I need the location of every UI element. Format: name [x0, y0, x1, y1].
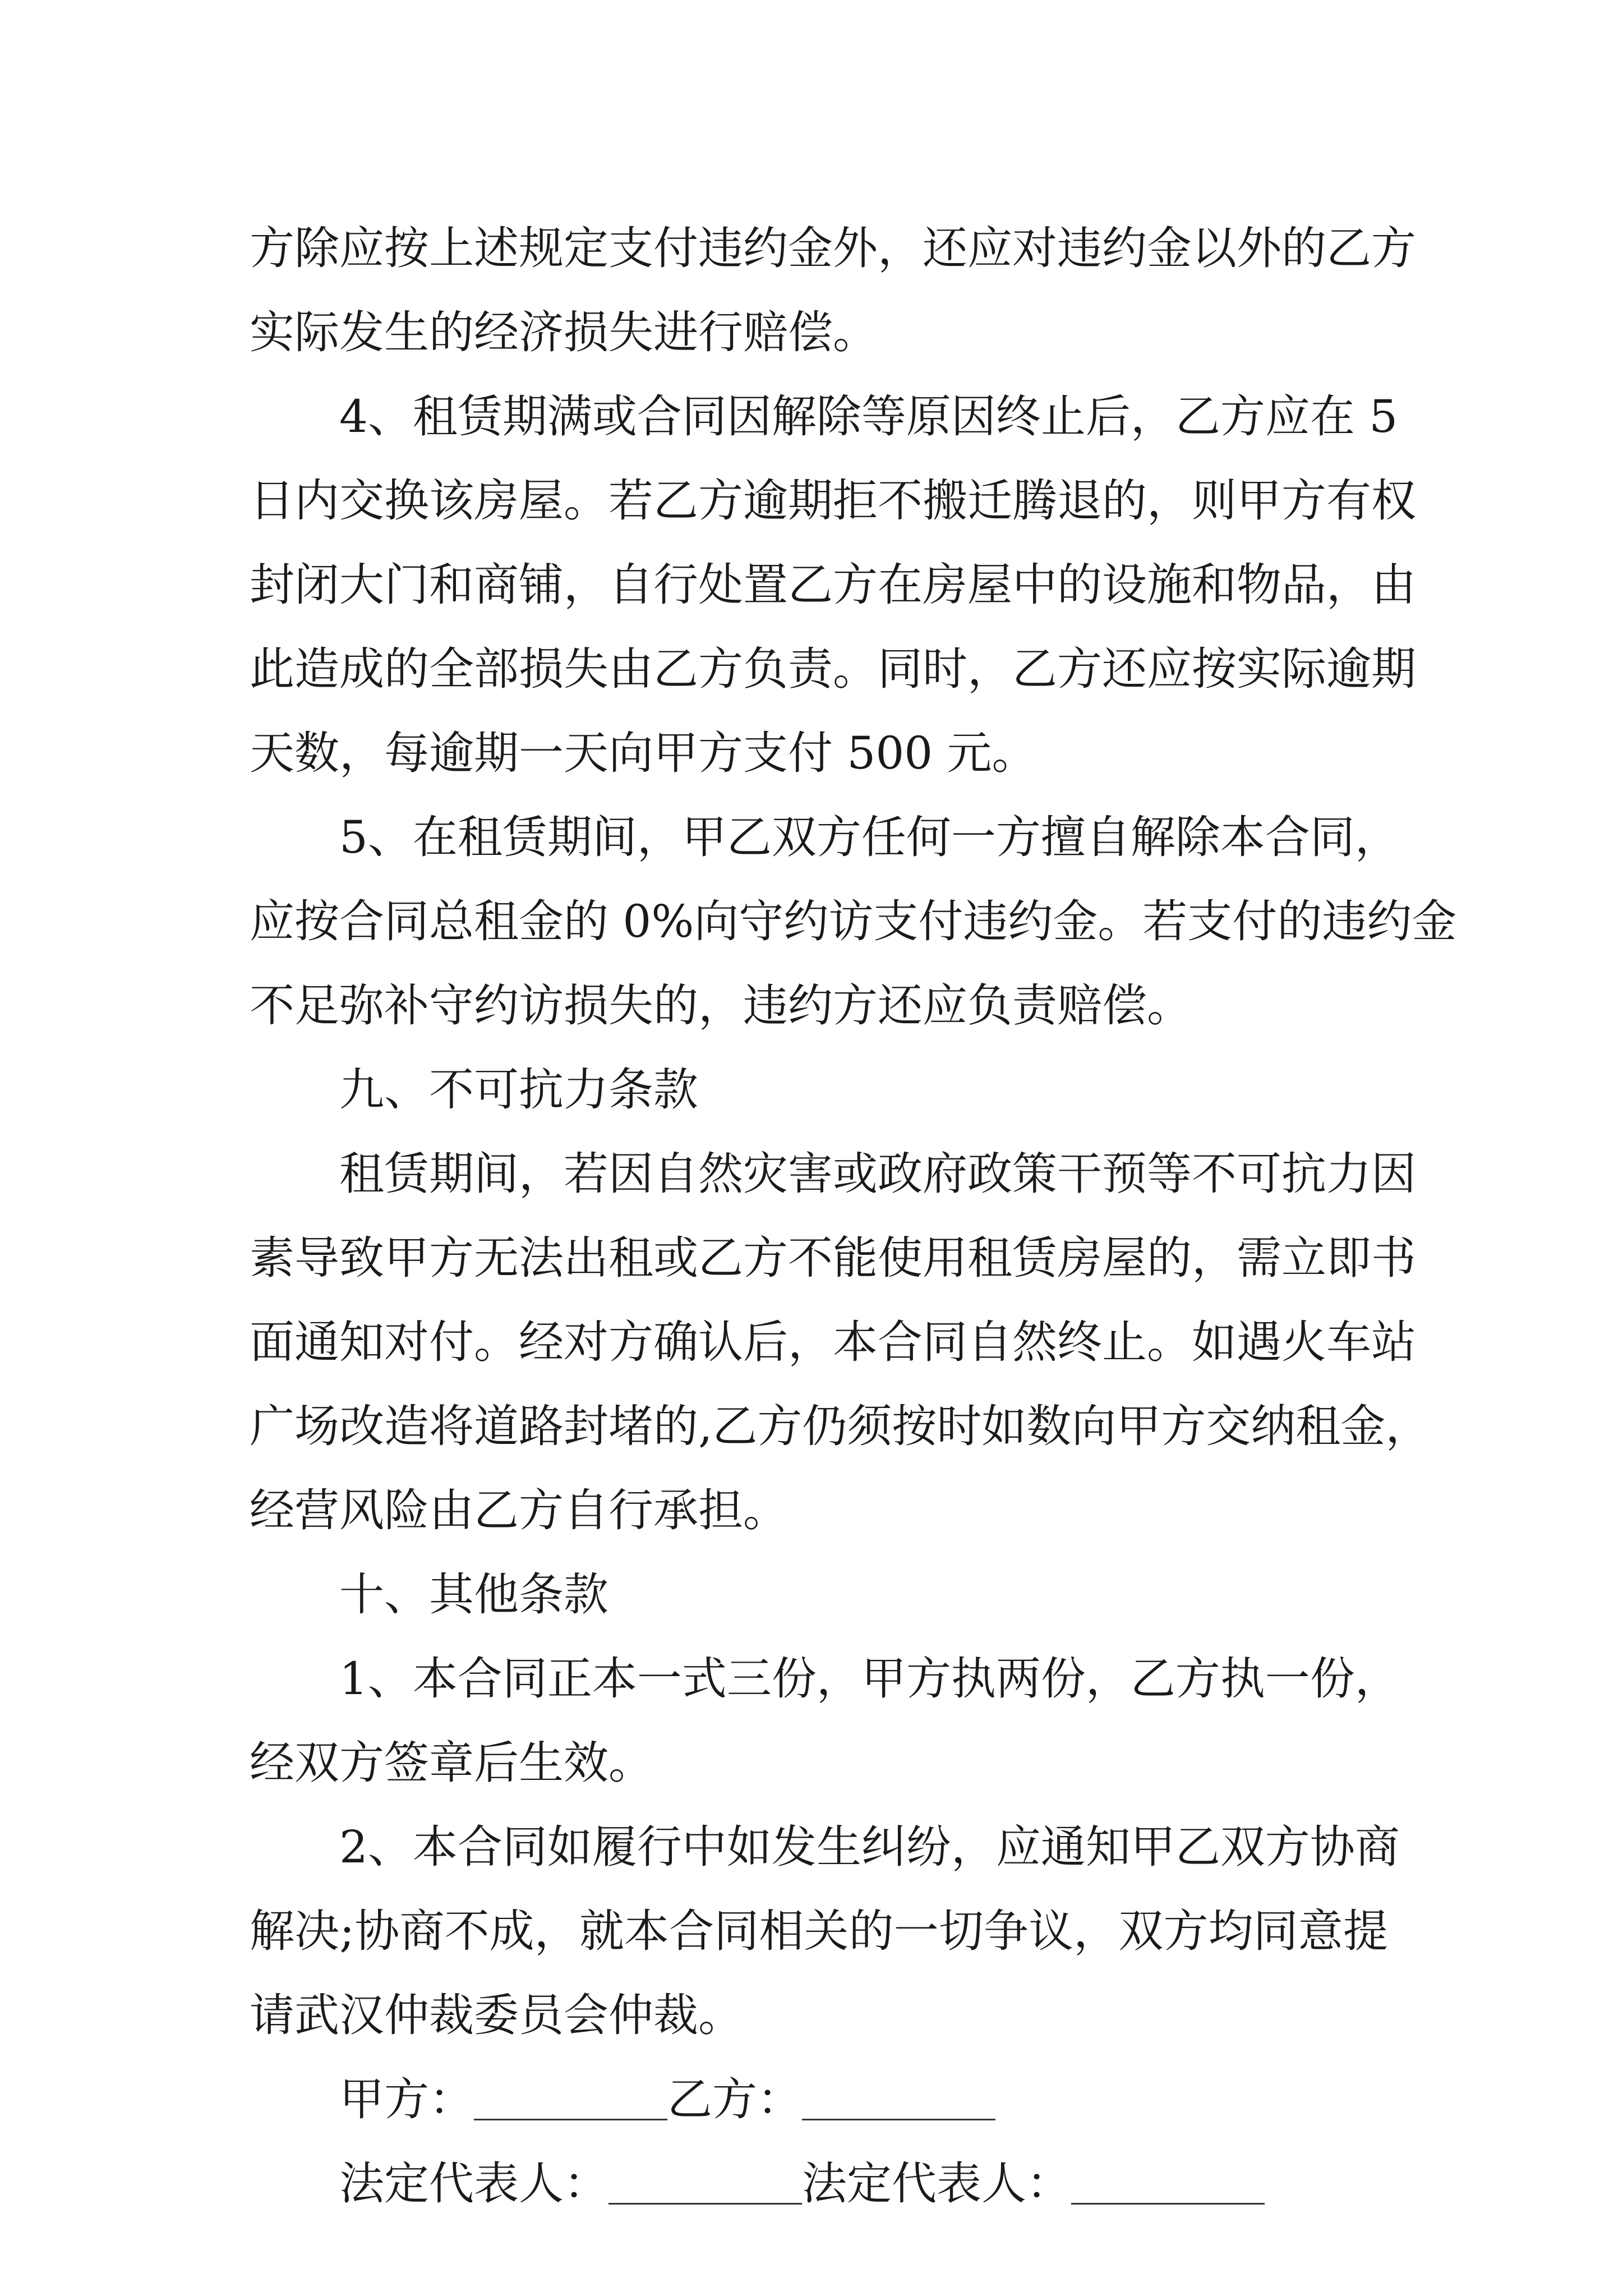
text-line: 应按合同总租金的 0%向守约访支付违约金。若支付的违约金: [250, 895, 1457, 947]
paragraph: [250, 206, 1416, 375]
paragraph: [250, 1132, 1431, 1553]
text-line: 素导致甲方无法出租或乙方不能使用租赁房屋的，需立即书: [250, 1232, 1416, 1284]
signature-row-parties: [250, 2058, 1388, 2142]
text-line: 5、在租赁期间，甲乙双方任何一方擅自解除本合同，: [339, 811, 1400, 863]
rep-b-label: 法定代表人：: [802, 2157, 1071, 2210]
text-line: 不足弥补守约访损失的，违约方还应负责赔偿。: [250, 979, 1192, 1032]
signature-row-representatives: [250, 2142, 1388, 2226]
text-line: 经双方签章后生效。: [250, 1737, 653, 1789]
text-line: 租赁期间，若因自然灾害或政府政策干预等不可抗力因: [339, 1148, 1416, 1200]
text-line: 天数，每逾期一天向甲方支付 500 元。: [250, 727, 1037, 779]
text-line: 解决;协商不成，就本合同相关的一切争议，双方均同意提: [250, 1905, 1388, 1957]
document-page: [250, 206, 1457, 2226]
party-a-signature-blank: [474, 2074, 667, 2120]
text-line: 此造成的全部损失由乙方负责。同时，乙方还应按实际逾期: [250, 643, 1416, 695]
paragraph: [250, 1805, 1400, 2058]
text-line: 封闭大门和商铺，自行处置乙方在房屋中的设施和物品，由: [250, 559, 1416, 611]
rep-a-signature-blank: [608, 2158, 802, 2205]
paragraph: [250, 375, 1416, 795]
party-b-label: 乙方：: [667, 2073, 802, 2125]
heading-text: 十、其他条款: [339, 1568, 608, 1621]
text-line: 广场改造将道路封堵的,乙方仍须按时如数向甲方交纳租金，: [250, 1400, 1431, 1452]
text-line: 实际发生的经济损失进行赔偿。: [250, 306, 878, 358]
text-line: 面通知对付。经对方确认后，本合同自然终止。如遇火车站: [250, 1316, 1416, 1368]
paragraph: [250, 795, 1457, 1048]
section-heading: [250, 1553, 1388, 1637]
party-b-signature-blank: [802, 2074, 995, 2120]
rep-a-label: 法定代表人：: [339, 2157, 608, 2210]
section-heading: [250, 1048, 1388, 1132]
rep-b-signature-blank: [1071, 2158, 1265, 2205]
text-line: 经营风险由乙方自行承担。: [250, 1484, 788, 1536]
text-line: 4、租赁期满或合同因解除等原因终止后，乙方应在 5: [339, 390, 1398, 443]
heading-text: 九、不可抗力条款: [339, 1064, 698, 1116]
paragraph: [250, 1637, 1400, 1805]
text-line: 请武汉仲裁委员会仲裁。: [250, 1989, 743, 2041]
party-a-label: 甲方：: [339, 2073, 474, 2125]
text-line: 2、本合同如履行中如发生纠纷，应通知甲乙双方协商: [339, 1821, 1400, 1873]
text-line: 方除应按上述规定支付违约金外，还应对违约金以外的乙方: [250, 222, 1416, 274]
text-line: 日内交换该房屋。若乙方逾期拒不搬迁腾退的，则甲方有权: [250, 475, 1416, 527]
text-line: 1、本合同正本一式三份，甲方执两份，乙方执一份，: [339, 1653, 1400, 1705]
